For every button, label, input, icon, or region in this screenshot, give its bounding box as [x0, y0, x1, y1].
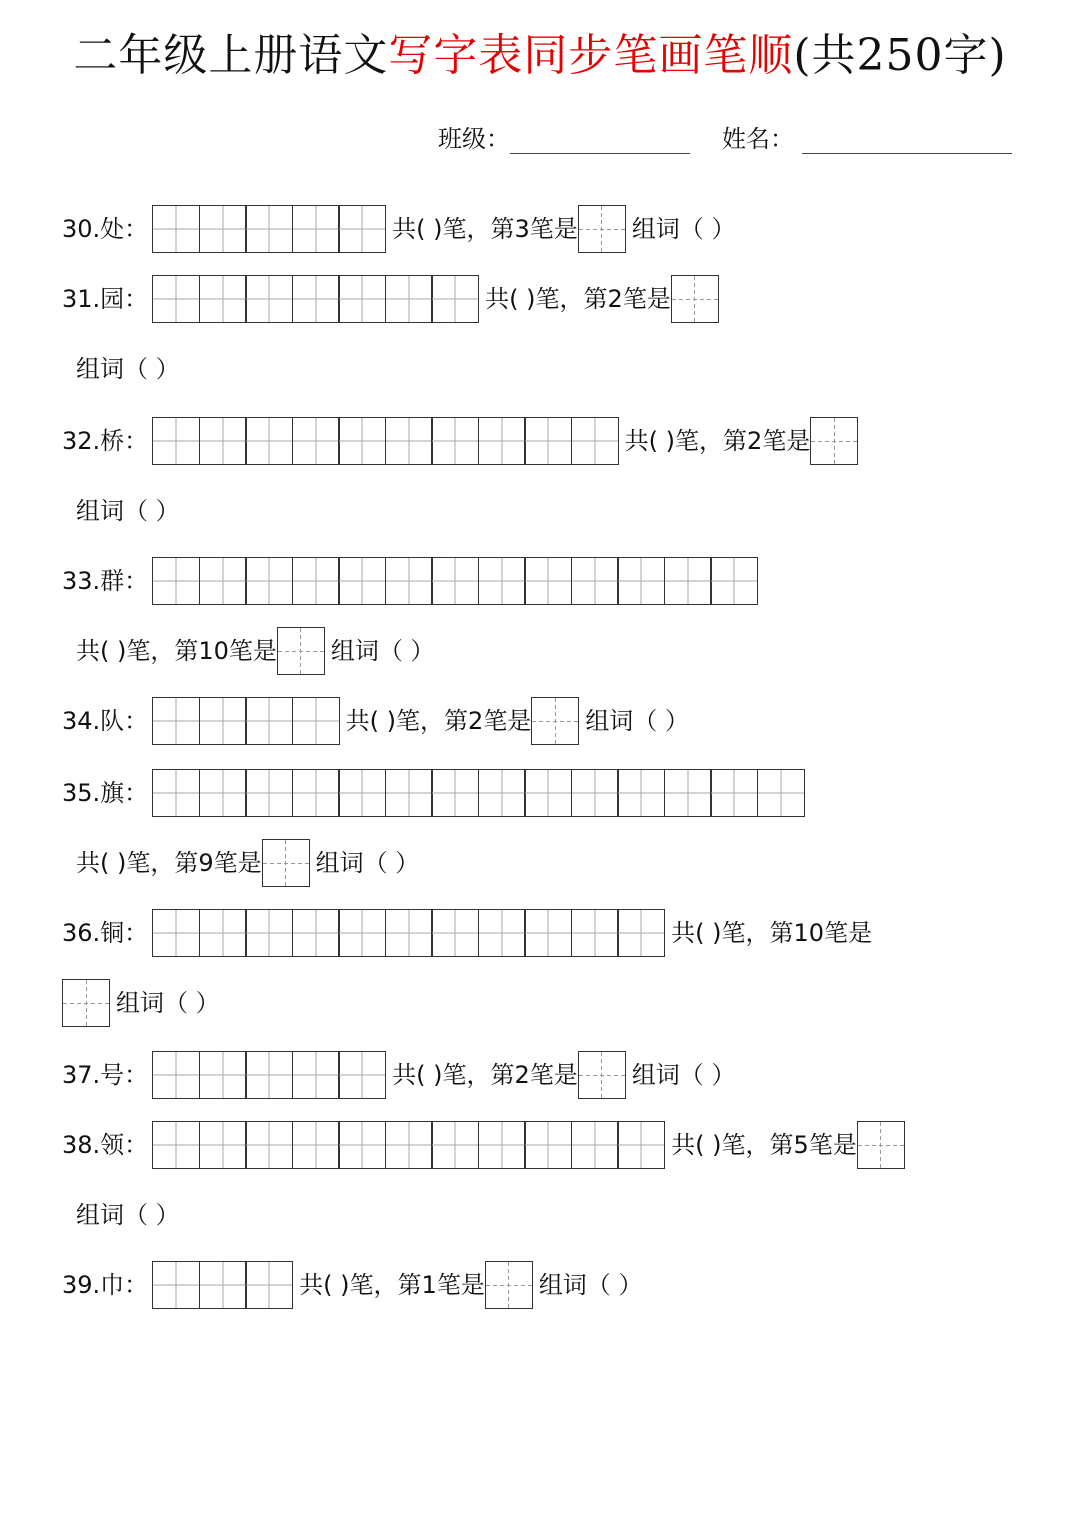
stroke-answer-box[interactable]	[671, 275, 719, 323]
item-label: 31.园：	[62, 285, 149, 313]
item-label: 34.队：	[62, 707, 149, 735]
exercise-row	[62, 696, 689, 746]
stroke-answer-box[interactable]	[262, 839, 310, 887]
stroke-count-prompt: 共( )笔，第	[76, 849, 199, 877]
stroke-is-label: 笔是	[213, 849, 262, 877]
grid-cell[interactable]	[152, 205, 200, 253]
stroke-is-label: 笔是	[529, 1061, 578, 1089]
stroke-order-grid	[152, 1261, 293, 1309]
stroke-count-prompt: 共( )笔，第	[624, 427, 748, 455]
stroke-index: 2	[607, 285, 623, 313]
grid-cell[interactable]	[431, 557, 479, 605]
stroke-answer-box[interactable]	[810, 417, 858, 465]
grid-cell[interactable]	[199, 275, 247, 323]
exercise-row	[70, 626, 435, 676]
exercise-row	[70, 1190, 180, 1240]
grid-cell[interactable]	[152, 417, 200, 465]
title-red: 写字表同步笔画笔顺	[388, 30, 794, 81]
exercise-row	[62, 416, 858, 466]
grid-cell[interactable]	[199, 769, 247, 817]
stroke-order-grid	[152, 697, 340, 745]
stroke-count-prompt: 共( )笔，第	[671, 1131, 794, 1159]
stroke-index: 2	[468, 707, 484, 735]
grid-cell[interactable]	[385, 275, 433, 323]
grid-cell[interactable]	[152, 1261, 200, 1309]
grid-cell[interactable]	[292, 909, 340, 957]
grid-cell[interactable]	[199, 1261, 247, 1309]
grid-cell[interactable]	[245, 697, 293, 745]
grid-cell[interactable]	[245, 417, 293, 465]
stroke-is-label: 笔是	[483, 707, 532, 735]
grid-cell[interactable]	[524, 769, 572, 817]
grid-cell[interactable]	[524, 557, 572, 605]
stroke-order-grid	[152, 557, 758, 605]
word-group-prompt: 组词（ ）	[631, 1061, 736, 1089]
exercise-row	[62, 204, 735, 254]
grid-cell[interactable]	[338, 557, 386, 605]
grid-cell[interactable]	[245, 557, 293, 605]
item-label: 38.领：	[62, 1131, 149, 1159]
grid-cell[interactable]	[478, 1121, 526, 1169]
exercise-row	[62, 274, 719, 324]
stroke-count-prompt: 共( )笔，第	[392, 215, 515, 243]
stroke-answer-box[interactable]	[531, 697, 579, 745]
grid-cell[interactable]	[571, 769, 619, 817]
grid-cell[interactable]	[152, 769, 200, 817]
grid-cell[interactable]	[524, 909, 572, 957]
exercise-row	[62, 908, 872, 958]
name-field[interactable]	[802, 123, 1012, 154]
grid-cell[interactable]	[152, 1051, 200, 1099]
grid-cell[interactable]	[199, 697, 247, 745]
grid-cell[interactable]	[338, 205, 386, 253]
exercise-row	[70, 838, 419, 888]
grid-cell[interactable]	[710, 769, 758, 817]
stroke-is-label: 笔是	[824, 919, 873, 947]
stroke-is-label: 笔是	[622, 285, 671, 313]
grid-cell[interactable]	[292, 205, 340, 253]
grid-cell[interactable]	[664, 769, 712, 817]
grid-cell[interactable]	[710, 557, 758, 605]
student-info	[438, 118, 1012, 154]
grid-cell[interactable]	[431, 417, 479, 465]
stroke-is-label: 笔是	[436, 1271, 485, 1299]
grid-cell[interactable]	[478, 909, 526, 957]
grid-cell[interactable]	[245, 275, 293, 323]
grid-cell[interactable]	[245, 909, 293, 957]
stroke-order-grid	[152, 1121, 665, 1169]
grid-cell[interactable]	[617, 557, 665, 605]
grid-cell[interactable]	[617, 909, 665, 957]
item-label: 39.巾：	[62, 1271, 149, 1299]
grid-cell[interactable]	[524, 417, 572, 465]
stroke-count-prompt: 共( )笔，第	[392, 1061, 515, 1089]
grid-cell[interactable]	[385, 769, 433, 817]
exercise-row	[62, 1120, 905, 1170]
grid-cell[interactable]	[152, 1121, 200, 1169]
grid-cell[interactable]	[385, 557, 433, 605]
word-group-prompt: 组词（ ）	[585, 707, 689, 735]
exercise-row	[62, 768, 805, 818]
grid-cell[interactable]	[431, 1121, 479, 1169]
item-label: 33.群：	[62, 567, 149, 595]
grid-cell[interactable]	[431, 275, 479, 323]
stroke-answer-box[interactable]	[578, 1051, 626, 1099]
grid-cell[interactable]	[199, 205, 247, 253]
grid-cell[interactable]	[757, 769, 805, 817]
grid-cell[interactable]	[478, 557, 526, 605]
name-label: 姓名：	[722, 125, 794, 153]
grid-cell[interactable]	[152, 909, 200, 957]
grid-cell[interactable]	[431, 769, 479, 817]
grid-cell[interactable]	[292, 275, 340, 323]
grid-cell[interactable]	[292, 697, 340, 745]
grid-cell[interactable]	[338, 769, 386, 817]
title-black: 二年级上册语文	[73, 30, 389, 81]
stroke-is-label: 笔是	[529, 215, 578, 243]
grid-cell[interactable]	[385, 909, 433, 957]
stroke-is-label: 笔是	[808, 1131, 857, 1159]
item-label: 32.桥：	[62, 427, 149, 455]
grid-cell[interactable]	[338, 1121, 386, 1169]
title-suffix: (共250字)	[793, 30, 1007, 81]
grid-cell[interactable]	[478, 769, 526, 817]
grid-cell[interactable]	[292, 417, 340, 465]
item-label: 35.旗：	[62, 779, 149, 807]
stroke-count-prompt: 共( )笔，第	[485, 285, 608, 313]
grid-cell[interactable]	[338, 417, 386, 465]
word-group-prompt: 组词（ ）	[116, 989, 220, 1017]
grid-cell[interactable]	[292, 1121, 340, 1169]
stroke-count-prompt: 共( )笔，第	[76, 637, 199, 665]
stroke-answer-box[interactable]	[857, 1121, 905, 1169]
word-group-prompt: 组词（ ）	[538, 1271, 643, 1299]
exercise-row	[62, 1260, 642, 1310]
stroke-answer-box[interactable]	[62, 979, 110, 1027]
stroke-index: 3	[514, 215, 530, 243]
word-group-prompt: 组词（ ）	[76, 355, 180, 383]
stroke-order-grid	[152, 769, 805, 817]
grid-cell[interactable]	[571, 557, 619, 605]
grid-cell[interactable]	[199, 909, 247, 957]
grid-cell[interactable]	[571, 909, 619, 957]
exercise-row	[70, 344, 180, 394]
exercise-row	[62, 978, 220, 1028]
stroke-order-grid	[152, 909, 665, 957]
stroke-count-prompt: 共( )笔，第	[299, 1271, 422, 1299]
grid-cell[interactable]	[152, 557, 200, 605]
stroke-order-grid	[152, 205, 386, 253]
stroke-is-label: 笔是	[228, 637, 277, 665]
exercise-row	[62, 556, 758, 606]
grid-cell[interactable]	[292, 769, 340, 817]
stroke-index: 2	[514, 1061, 530, 1089]
grid-cell[interactable]	[245, 769, 293, 817]
page-title	[0, 20, 1080, 92]
grid-cell[interactable]	[245, 1121, 293, 1169]
grid-cell[interactable]	[152, 697, 200, 745]
word-group-prompt: 组词（ ）	[330, 637, 435, 665]
grid-cell[interactable]	[152, 275, 200, 323]
word-group-prompt: 组词（ ）	[315, 849, 420, 877]
word-group-prompt: 组词（ ）	[631, 215, 736, 243]
grid-cell[interactable]	[199, 417, 247, 465]
grid-cell[interactable]	[524, 1121, 572, 1169]
stroke-order-grid	[152, 417, 619, 465]
stroke-index: 5	[793, 1131, 809, 1159]
exercise-row	[70, 486, 180, 536]
stroke-index: 2	[747, 427, 763, 455]
stroke-is-label: 笔是	[762, 427, 811, 455]
stroke-answer-box[interactable]	[578, 205, 626, 253]
stroke-index: 1	[421, 1271, 437, 1299]
grid-cell[interactable]	[571, 417, 619, 465]
grid-cell[interactable]	[292, 1051, 340, 1099]
grid-cell[interactable]	[245, 1051, 293, 1099]
grid-cell[interactable]	[431, 909, 479, 957]
stroke-index: 10	[793, 919, 825, 947]
grid-cell[interactable]	[199, 1121, 247, 1169]
class-label: 班级：	[438, 125, 510, 153]
grid-cell[interactable]	[338, 1051, 386, 1099]
stroke-answer-box[interactable]	[277, 627, 325, 675]
grid-cell[interactable]	[617, 769, 665, 817]
item-label: 30.处：	[62, 215, 149, 243]
stroke-order-grid	[152, 1051, 386, 1099]
grid-cell[interactable]	[478, 417, 526, 465]
grid-cell[interactable]	[385, 1121, 433, 1169]
grid-cell[interactable]	[245, 1261, 293, 1309]
item-label: 36.铜：	[62, 919, 149, 947]
grid-cell[interactable]	[571, 1121, 619, 1169]
stroke-order-grid	[152, 275, 479, 323]
item-label: 37.号：	[62, 1061, 149, 1089]
stroke-index: 9	[198, 849, 214, 877]
grid-cell[interactable]	[245, 205, 293, 253]
class-field[interactable]	[510, 123, 690, 154]
stroke-answer-box[interactable]	[485, 1261, 533, 1309]
grid-cell[interactable]	[385, 417, 433, 465]
exercise-row	[62, 1050, 735, 1100]
grid-cell[interactable]	[199, 557, 247, 605]
stroke-count-prompt: 共( )笔，第	[671, 919, 794, 947]
word-group-prompt: 组词（ ）	[76, 497, 180, 525]
grid-cell[interactable]	[338, 275, 386, 323]
grid-cell[interactable]	[338, 909, 386, 957]
grid-cell[interactable]	[292, 557, 340, 605]
stroke-count-prompt: 共( )笔，第	[345, 707, 469, 735]
stroke-index: 10	[198, 637, 229, 665]
grid-cell[interactable]	[664, 557, 712, 605]
grid-cell[interactable]	[199, 1051, 247, 1099]
grid-cell[interactable]	[617, 1121, 665, 1169]
word-group-prompt: 组词（ ）	[76, 1201, 180, 1229]
